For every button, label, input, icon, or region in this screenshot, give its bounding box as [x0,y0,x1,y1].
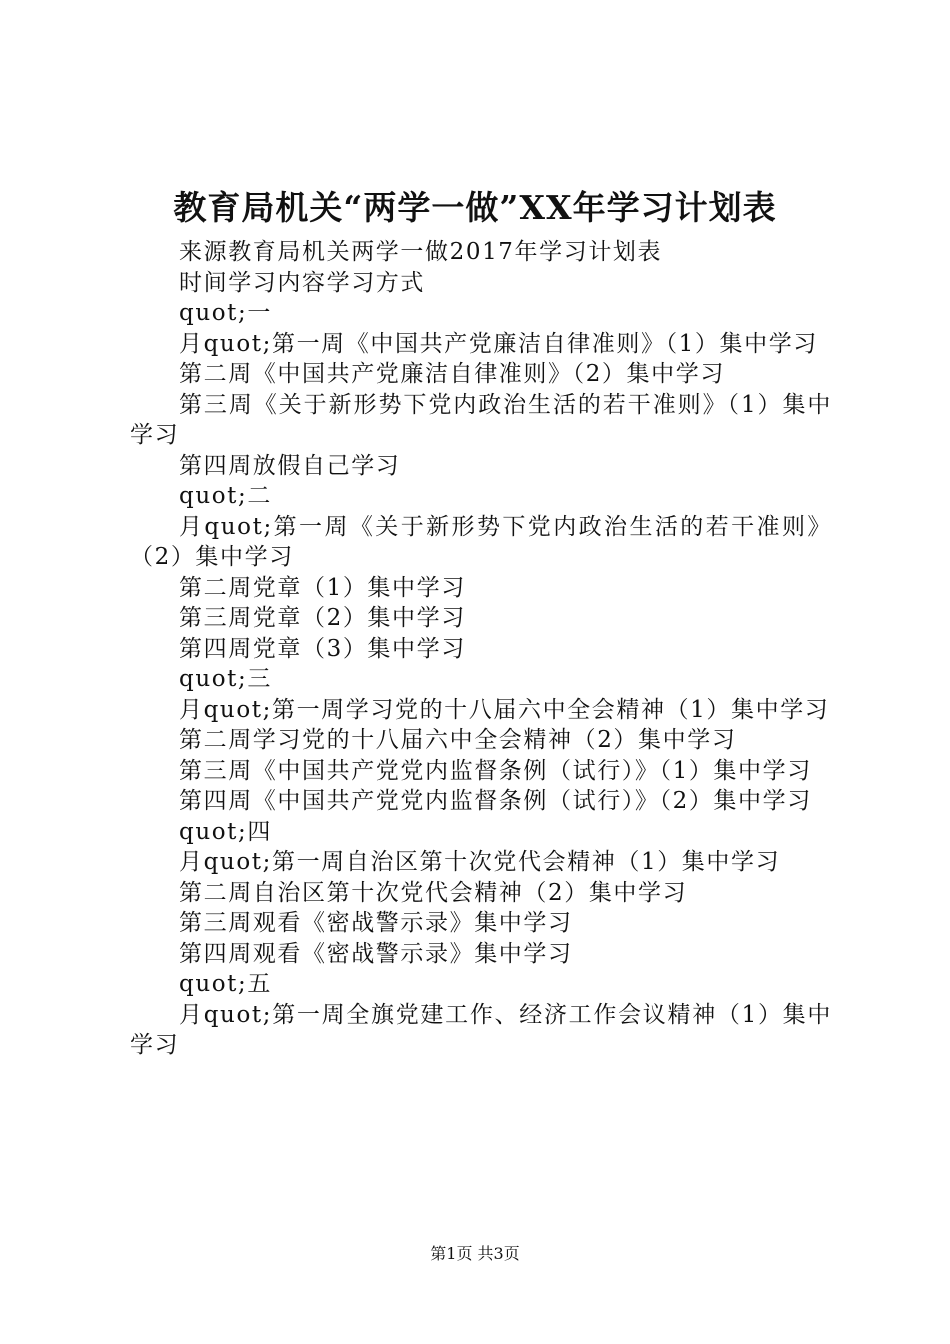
paragraph: 第二周学习党的十八届六中全会精神（2）集中学习 [179,727,737,753]
paragraph: 第二周自治区第十次党代会精神（2）集中学习 [179,879,688,906]
document-body [130,237,832,1061]
paragraph: 第三周《关于新形势下党内政治生活的若干准则》（1）集中学习 [130,391,832,448]
paragraph: 来源教育局机关两学一做2017年学习计划表 [179,239,663,265]
paragraph: 第四周《中国共产党党内监督条例（试行）》（2）集中学习 [179,788,812,814]
paragraph: quot;一 [179,300,272,326]
paragraph: 时间学习内容学习方式 [179,269,425,296]
paragraph: quot;四 [179,818,272,845]
paragraph: 第四周放假自己学习 [179,452,401,479]
paragraph: 月quot;第一周全旗党建工作、经济工作会议精神（1）集中学习 [130,1001,832,1058]
paragraph: 月quot;第一周学习党的十八届六中全会精神（1）集中学习 [179,696,830,723]
paragraph: 第四周观看《密战警示录》集中学习 [179,940,573,967]
paragraph: quot;三 [179,666,272,692]
paragraph: quot;五 [179,971,272,997]
page-footer: 第1页 共3页 [430,1244,520,1263]
document-title: 教育局机关“两学一做”XX年学习计划表 [173,188,777,227]
paragraph: 第二周党章（1）集中学习 [179,574,466,601]
paragraph: 第四周党章（3）集中学习 [179,635,466,662]
paragraph: 月quot;第一周《中国共产党廉洁自律准则》（1）集中学习 [179,330,818,357]
paragraph: 第三周《中国共产党党内监督条例（试行）》（1）集中学习 [179,757,812,784]
paragraph: quot;二 [179,483,272,509]
paragraph: 第三周党章（2）集中学习 [179,605,466,631]
paragraph: 第二周《中国共产党廉洁自律准则》（2）集中学习 [179,361,725,387]
paragraph: 月quot;第一周自治区第十次党代会精神（1）集中学习 [179,849,781,875]
paragraph: 月quot;第一周《关于新形势下党内政治生活的若干准则》（2）集中学习 [130,513,832,570]
paragraph: 第三周观看《密战警示录》集中学习 [179,910,573,936]
